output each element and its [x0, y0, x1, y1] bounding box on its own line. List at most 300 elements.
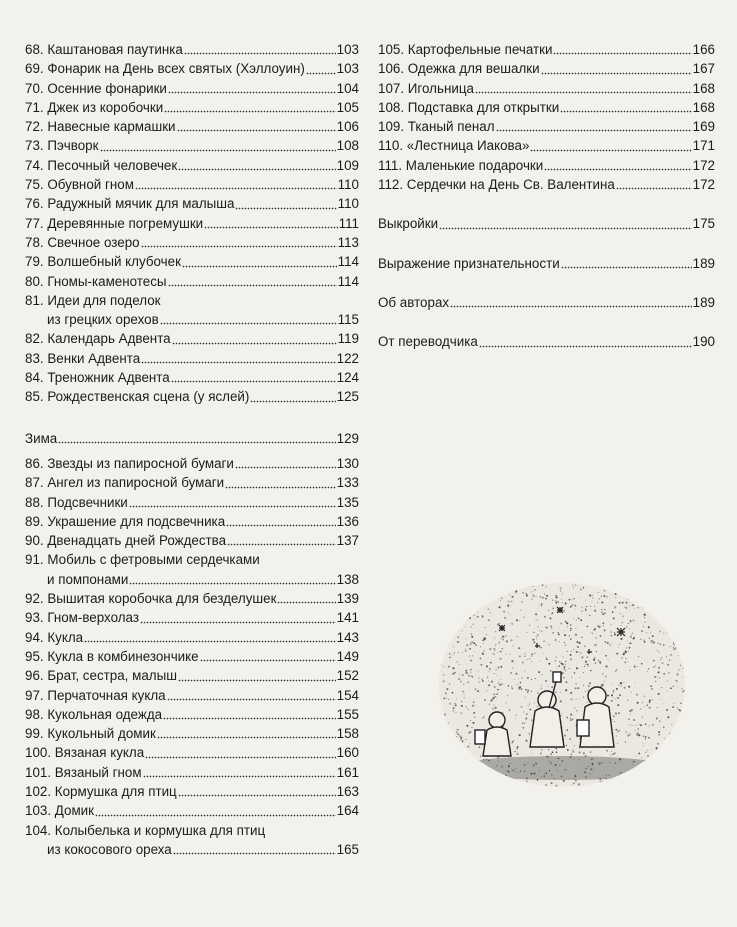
stipple-dot	[495, 631, 496, 632]
stipple-dot	[653, 641, 655, 643]
stipple-dot	[677, 601, 678, 602]
toc-entry[interactable]	[25, 291, 359, 310]
stipple-dot	[443, 771, 445, 773]
toc-entry[interactable]	[25, 647, 359, 666]
stipple-dot	[626, 602, 628, 604]
toc-section-title: От переводчика	[378, 334, 478, 350]
stipple-dot	[465, 638, 466, 639]
stipple-dot	[449, 580, 450, 581]
stipple-dot	[661, 687, 662, 688]
toc-section-title: Выкройки	[378, 216, 439, 232]
stipple-dot	[447, 623, 449, 625]
stipple-dot	[552, 600, 553, 601]
stipple-dot	[573, 618, 574, 619]
stipple-dot	[442, 751, 444, 753]
stipple-dot	[473, 712, 475, 714]
toc-section-title: Выражение признательности	[378, 255, 560, 271]
stipple-dot	[553, 608, 554, 609]
stipple-dot	[453, 646, 454, 647]
stipple-dot	[489, 704, 491, 706]
dot-leader	[129, 580, 335, 585]
stipple-dot	[639, 724, 640, 725]
stipple-dot	[472, 705, 474, 707]
stipple-dot	[580, 652, 581, 653]
stipple-dot	[572, 751, 574, 753]
toc-entry[interactable]	[25, 782, 359, 801]
section-spacer	[378, 273, 715, 293]
stipple-dot	[551, 613, 552, 614]
stipple-dot	[452, 654, 453, 655]
stipple-dot	[596, 651, 597, 652]
stipple-dot	[575, 605, 577, 607]
toc-entry-title: 69. Фонарик на День всех святых (Хэллоуин)	[25, 61, 305, 77]
stipple-dot	[478, 678, 479, 679]
toc-entry-page: 105	[336, 99, 359, 115]
toc-section-about-authors[interactable]	[378, 293, 715, 312]
stipple-dot	[568, 789, 569, 790]
stipple-dot	[657, 676, 658, 677]
stipple-dot	[567, 749, 569, 751]
stipple-dot	[575, 780, 577, 782]
toc-entry-continuation[interactable]	[25, 840, 359, 859]
stipple-dot	[643, 639, 644, 640]
stipple-dot	[437, 613, 439, 615]
toc-entry-title: 100. Вязаная кукла	[25, 745, 145, 761]
stipple-dot	[536, 639, 537, 640]
stipple-dot	[474, 773, 475, 774]
toc-entry[interactable]	[25, 252, 359, 271]
stipple-dot	[556, 751, 558, 753]
stipple-dot	[516, 619, 518, 621]
stipple-dot	[667, 664, 669, 666]
stipple-dot	[546, 658, 548, 660]
stipple-dot	[445, 693, 446, 694]
stipple-dot	[519, 655, 521, 657]
stipple-dot	[583, 696, 585, 698]
stipple-dot	[463, 761, 464, 762]
stipple-dot	[685, 585, 687, 587]
toc-entry-page: 110	[337, 177, 359, 193]
toc-entry-page: 166	[692, 42, 715, 57]
stipple-dot	[456, 732, 457, 733]
stipple-dot	[571, 604, 573, 606]
stipple-dot	[447, 614, 449, 616]
stipple-dot	[617, 697, 619, 699]
toc-entry[interactable]	[25, 628, 359, 647]
dot-leader	[184, 50, 336, 55]
stipple-dot	[559, 641, 560, 642]
stipple-dot	[438, 705, 440, 707]
stipple-dot	[638, 734, 640, 736]
toc-entry[interactable]	[25, 666, 359, 685]
stipple-dot	[443, 729, 445, 731]
toc-entry[interactable]	[25, 40, 359, 59]
toc-entry[interactable]	[378, 156, 715, 175]
dot-leader	[141, 359, 336, 364]
stipple-dot	[482, 616, 483, 617]
stipple-dot	[538, 671, 540, 673]
toc-entry[interactable]	[25, 454, 359, 473]
stipple-dot	[556, 748, 557, 749]
stipple-dot	[619, 694, 621, 696]
stipple-dot	[467, 746, 469, 748]
stipple-dot	[676, 680, 678, 682]
stipple-dot	[526, 780, 527, 781]
stipple-dot	[673, 767, 675, 769]
stipple-dot	[480, 664, 482, 666]
toc-entry[interactable]	[25, 531, 359, 550]
stipple-dot	[456, 761, 458, 763]
stipple-dot	[565, 602, 567, 604]
stipple-dot	[440, 586, 441, 587]
stipple-dot	[443, 645, 444, 646]
stipple-dot	[521, 677, 522, 678]
stipple-dot	[558, 633, 560, 635]
stipple-dot	[615, 713, 617, 715]
stipple-dot	[627, 599, 628, 600]
stipple-dot	[645, 599, 646, 600]
stipple-dot	[511, 623, 512, 624]
toc-entry[interactable]	[25, 705, 359, 724]
stipple-dot	[519, 585, 520, 586]
stipple-dot	[501, 683, 503, 685]
toc-entry[interactable]	[25, 686, 359, 705]
stipple-dot	[580, 619, 582, 621]
toc-entry[interactable]	[25, 272, 359, 291]
stipple-dot	[444, 766, 445, 767]
toc-entry[interactable]	[25, 608, 359, 627]
stipple-dot	[484, 638, 486, 640]
stipple-dot	[561, 713, 562, 714]
stipple-dot	[443, 786, 445, 788]
toc-entry-page: 111	[338, 215, 359, 231]
stipple-dot	[514, 662, 515, 663]
dot-leader	[227, 541, 336, 546]
stipple-dot	[612, 753, 614, 755]
stipple-dot	[673, 769, 674, 770]
stipple-dot	[588, 666, 589, 667]
toc-entry[interactable]	[378, 175, 715, 194]
stipple-dot	[486, 690, 487, 691]
stipple-dot	[686, 631, 687, 632]
stipple-dot	[643, 626, 645, 628]
stipple-dot	[474, 764, 475, 765]
toc-entry[interactable]	[25, 589, 359, 608]
stipple-dot	[628, 623, 630, 625]
stipple-dot	[591, 600, 592, 601]
stipple-dot	[633, 719, 635, 721]
toc-entry[interactable]	[378, 59, 715, 78]
stipple-dot	[545, 626, 547, 628]
toc-entry[interactable]	[25, 136, 359, 155]
stipple-dot	[519, 620, 520, 621]
stipple-dot	[471, 758, 473, 760]
toc-entry-page: 160	[336, 745, 359, 761]
stipple-dot	[575, 634, 577, 636]
stipple-dot	[562, 672, 564, 674]
toc-entry[interactable]	[378, 136, 715, 155]
toc-section-acknowledgements[interactable]	[378, 254, 715, 273]
stipple-dot	[494, 696, 496, 698]
stipple-dot	[637, 728, 639, 730]
toc-section-translator[interactable]	[378, 332, 715, 351]
stipple-dot	[624, 687, 626, 689]
stipple-dot	[529, 709, 531, 711]
toc-entry[interactable]	[378, 79, 715, 98]
toc-entry[interactable]	[378, 117, 715, 136]
toc-entry[interactable]	[378, 98, 715, 117]
stipple-dot	[555, 600, 556, 601]
stipple-dot	[674, 738, 675, 739]
toc-section-winter[interactable]	[25, 429, 359, 448]
toc-entry[interactable]	[25, 493, 359, 512]
stipple-dot	[570, 698, 572, 700]
dot-leader	[530, 147, 691, 152]
toc-entry[interactable]	[25, 349, 359, 368]
dot-leader	[178, 792, 336, 797]
stipple-dot	[461, 705, 463, 707]
toc-entry-continuation[interactable]	[25, 310, 359, 329]
toc-entry[interactable]	[25, 387, 359, 406]
stipple-dot	[457, 772, 458, 773]
toc-entry[interactable]	[25, 473, 359, 492]
stipple-dot	[484, 765, 486, 767]
stipple-dot	[645, 723, 647, 725]
stipple-dot	[680, 617, 681, 618]
stipple-dot	[671, 584, 672, 585]
stipple-dot	[619, 644, 620, 645]
stipple-dot	[672, 600, 674, 602]
stipple-dot	[547, 686, 548, 687]
stipple-dot	[584, 666, 585, 667]
stipple-dot	[602, 622, 604, 624]
stipple-dot	[494, 673, 495, 674]
stipple-dot	[583, 672, 584, 673]
stipple-dot	[472, 655, 473, 656]
toc-section-patterns[interactable]	[378, 214, 715, 233]
stipple-dot	[609, 779, 611, 781]
toc-entry[interactable]	[25, 329, 359, 348]
toc-entry[interactable]	[25, 801, 359, 820]
toc-entry[interactable]	[25, 79, 359, 98]
stipple-dot	[463, 590, 465, 592]
stipple-dot	[527, 632, 528, 633]
stipple-dot	[643, 745, 644, 746]
stipple-dot	[635, 590, 636, 591]
stipple-dot	[452, 667, 454, 669]
stipple-dot	[539, 661, 540, 662]
stipple-dot	[437, 645, 438, 647]
stipple-dot	[452, 612, 454, 614]
stipple-dot	[519, 688, 521, 690]
toc-entry-title: 93. Гном-верхолаз	[25, 610, 139, 626]
stipple-dot	[531, 679, 532, 680]
stipple-dot	[438, 738, 440, 740]
stipple-dot	[496, 697, 497, 698]
stipple-dot	[611, 719, 612, 720]
stipple-dot	[626, 591, 627, 592]
toc-entry-page: 115	[337, 312, 359, 328]
stipple-dot	[666, 656, 667, 657]
toc-entry[interactable]	[25, 175, 359, 194]
stipple-dot	[579, 787, 581, 789]
toc-entry[interactable]	[25, 724, 359, 743]
stipple-dot	[512, 590, 514, 592]
section-spacer	[25, 407, 359, 429]
stipple-dot	[644, 621, 645, 622]
stipple-dot	[628, 651, 629, 652]
toc-entry-title: 105. Картофельные печатки	[378, 42, 553, 57]
stipple-dot	[503, 639, 504, 640]
stipple-dot	[574, 604, 575, 605]
toc-entry-page: 164	[336, 803, 359, 819]
toc-entry[interactable]	[25, 214, 359, 233]
toc-entry[interactable]	[25, 98, 359, 117]
stipple-dot	[672, 767, 673, 768]
stipple-dot	[457, 587, 459, 589]
stipple-dot	[570, 606, 572, 608]
stipple-dot	[592, 595, 593, 596]
toc-entry-title: 96. Брат, сестра, малыш	[25, 668, 177, 684]
stipple-dot	[681, 581, 682, 582]
toc-entry-title: 87. Ангел из папиросной бумаги	[25, 475, 225, 491]
stipple-dot	[471, 778, 472, 779]
toc-entry[interactable]	[378, 40, 715, 59]
stipple-dot	[555, 595, 556, 596]
toc-entry[interactable]	[25, 743, 359, 762]
toc-entry[interactable]	[25, 550, 359, 569]
stipple-dot	[612, 684, 613, 685]
stipple-dot	[545, 586, 546, 587]
dot-leader	[178, 166, 335, 171]
stipple-dot	[453, 592, 454, 593]
stipple-dot	[613, 690, 614, 691]
stipple-dot	[478, 681, 480, 683]
stipple-dot	[676, 726, 677, 727]
stipple-dot	[510, 672, 512, 674]
stipple-dot	[550, 670, 552, 672]
stipple-dot	[603, 587, 605, 589]
toc-entry[interactable]	[25, 763, 359, 782]
stipple-dot	[557, 601, 558, 602]
stipple-dot	[609, 644, 611, 646]
stipple-dot	[659, 613, 660, 614]
toc-entry-title: 81. Идеи для поделок	[25, 292, 161, 308]
stipple-dot	[651, 749, 652, 750]
stipple-dot	[545, 784, 547, 786]
stipple-dot	[473, 701, 475, 703]
stipple-dot	[684, 776, 686, 778]
stipple-dot	[465, 650, 467, 652]
stipple-dot	[579, 642, 581, 644]
stipple-dot	[541, 603, 543, 605]
stipple-dot	[449, 604, 451, 606]
dot-leader	[235, 205, 336, 210]
stipple-dot	[576, 641, 578, 643]
stipple-dot	[673, 648, 675, 650]
stipple-dot	[670, 687, 672, 689]
toc-section-title: Зима	[25, 430, 58, 446]
stipple-dot	[662, 662, 664, 664]
toc-entry[interactable]	[25, 59, 359, 78]
stipple-dot	[470, 669, 472, 671]
stipple-dot	[459, 664, 460, 665]
stipple-dot	[438, 676, 439, 677]
stipple-dot	[523, 727, 525, 729]
stipple-dot	[499, 651, 501, 653]
dot-leader	[95, 812, 336, 817]
stipple-dot	[604, 609, 605, 610]
dot-leader	[129, 503, 336, 508]
stipple-dot	[637, 733, 639, 735]
stipple-dot	[570, 718, 571, 719]
stipple-dot	[461, 713, 462, 714]
stipple-dot	[471, 636, 473, 638]
toc-entry-page: 189	[692, 294, 715, 310]
stipple-dot	[437, 682, 438, 683]
stipple-dot	[597, 625, 599, 627]
stipple-dot	[643, 786, 645, 788]
toc-entry-page: 190	[692, 334, 715, 350]
stipple-dot	[516, 673, 518, 675]
stipple-dot	[626, 607, 628, 609]
stipple-dot	[565, 621, 567, 623]
stipple-dot	[603, 595, 605, 597]
toc-entry-title: 85. Рождественская сцена (у яслей)	[25, 389, 250, 405]
toc-entry[interactable]	[25, 821, 359, 840]
stipple-dot	[533, 632, 534, 633]
stipple-dot	[529, 704, 530, 705]
stipple-dot	[567, 651, 569, 653]
stipple-dot	[465, 670, 467, 672]
stipple-dot	[580, 597, 581, 598]
stipple-dot	[511, 600, 513, 602]
stipple-dot	[592, 633, 593, 634]
toc-entry-page: 119	[337, 331, 359, 347]
stipple-dot	[537, 706, 538, 707]
toc-entry[interactable]	[25, 194, 359, 213]
stipple-dot	[634, 584, 635, 585]
stipple-dot	[447, 784, 449, 786]
stipple-dot	[674, 748, 676, 750]
stipple-dot	[480, 646, 481, 647]
toc-entry-continuation[interactable]	[25, 570, 359, 589]
stipple-dot	[653, 765, 655, 767]
toc-entry[interactable]	[25, 156, 359, 175]
stipple-dot	[470, 731, 472, 733]
toc-entry[interactable]	[25, 512, 359, 531]
stipple-dot	[565, 689, 567, 691]
stipple-dot	[517, 753, 518, 754]
stipple-dot	[457, 661, 458, 662]
toc-entry[interactable]	[25, 117, 359, 136]
stipple-dot	[479, 766, 480, 767]
stipple-dot	[524, 711, 525, 712]
stipple-dot	[663, 644, 665, 646]
stipple-dot	[569, 738, 571, 740]
toc-entry[interactable]	[25, 368, 359, 387]
stipple-dot	[570, 654, 572, 656]
stipple-dot	[482, 718, 483, 719]
stipple-dot	[470, 660, 472, 662]
stipple-dot	[632, 633, 633, 634]
stipple-dot	[437, 764, 438, 765]
stipple-dot	[630, 636, 632, 638]
stipple-dot	[576, 710, 577, 711]
toc-entry[interactable]	[25, 233, 359, 252]
stipple-dot	[480, 789, 482, 790]
stipple-dot	[548, 749, 549, 750]
